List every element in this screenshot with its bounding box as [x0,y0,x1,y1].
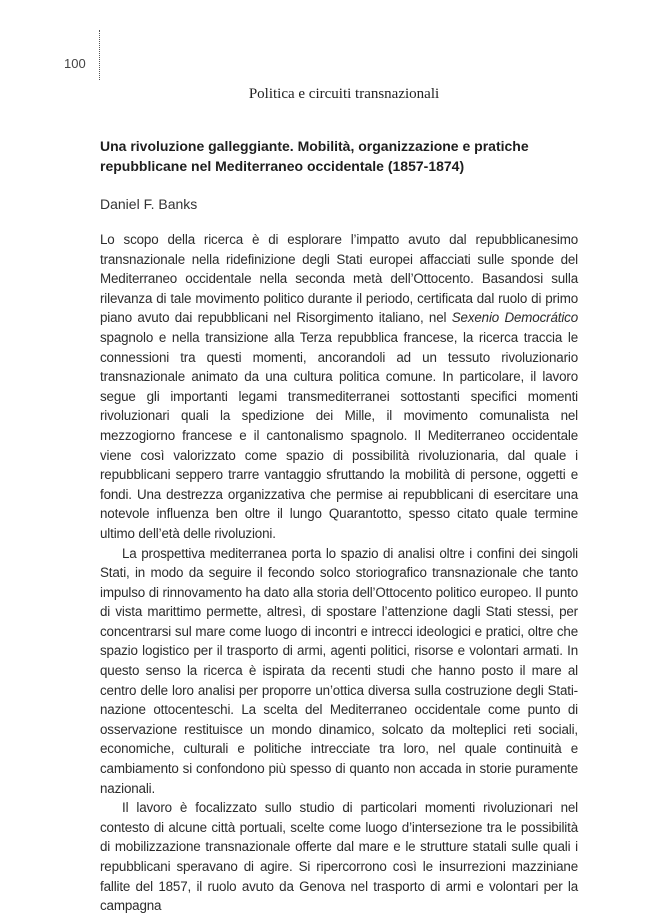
page-number-divider [99,30,100,80]
article [100,136,578,916]
article-body [100,230,578,916]
article-author: Daniel F. Banks [100,196,198,212]
paragraph-3: Il lavoro è focalizzato sullo studio di particolari momenti rivoluzionari nel contesto di alcune città portuali, scelte come luogo d’intersezione tra le possibilità di mobilizzazione transnazionale offerte dal mare e le strutture statali sulle quali i repubblicani speravano di agire. Si ripercorrono così le insurrezioni mazziniane fallite del 1857, il ruolo avuto da Genova nel trasporto di armi e volontari per la campagna [100,800,578,914]
article-title: Una rivoluzione galleggiante. Mobilità, organizzazione e pratiche repubblicane nel Mediterraneo occidentale (1857-1874) [100,138,529,174]
paragraph-2: La prospettiva mediterranea porta lo spazio di analisi oltre i confini dei singoli Stati, in modo da seguire il fecondo solco storiografico transnazionale che tanto impulso di rinnovamento ha dato alla storia dell’Ottocento politico europeo. Il punto di vista marittimo permette, altresì, di spostare l’attenzione dagli Stati stessi, per concentrarsi sul mare come luogo di incontri e intrecci ideologici e pratici, oltre che spazio logistico per il trasporto di armi, agenti politici, risorse e volontari armati. In questo senso la ricerca è ispirata da recenti studi che hanno posto il mare al centro delle loro analisi per proporre un’ottica diversa sulla costruzione degli Stati-nazione ottocenteschi. La scelta del Mediterraneo occidentale come punto di osservazione restituisce un mondo dinamico, solcato da molteplici reti sociali, economiche, culturali e politiche intrecciate tra loro, nel quale continuità e cambiamento si confondono più spesso di quanto non accada in storie puramente nazionali. [100,545,578,796]
page-number: 100 [64,56,86,71]
running-head: Politica e circuiti transnazionali [248,86,440,102]
paragraph-1-text-a: Lo scopo della ricerca è di esplorare l’impatto avuto dal repubblicanesimo transnazionale nella ridefinizione degli Stati europei affacciati sulle sponde del Mediterraneo occidentale nella seconda metà dell’Ottocento. Basandosi sulla rilevanza di tale movimento politico durante il periodo, certificata dal ruolo di primo piano avuto dai repubblicani nel Risorgimento italiano, nel [100,232,578,326]
paragraph-1 [100,230,578,544]
paragraph-1-text-b: spagnolo e nella transizione alla Terza repubblica francese, la ricerca traccia le connessioni tra questi momenti, ancorandoli ad un tessuto rivoluzionario transnazionale animato da una cultura politica comune. In particolare, il lavoro segue gli importanti legami transmediterranei sottostanti specifici momenti rivoluzionari quali la spedizione dei Mille, il movimento comunalista nel mezzogiorno francese e il cantonalismo spagnolo. Il Mediterraneo occidentale viene così valorizzato come spazio di possibilità rivoluzionaria, dal quale i repubblicani seppero trarre vantaggio sfruttando la mobilità di persone, oggetti e fondi. Una destrezza organizzativa che permise ai repubblicani di esercitare una notevole influenza ben oltre il lungo Quarantotto, spesso citato quale termine ultimo dell’età delle rivoluzioni. [100,329,578,541]
paragraph-1-italic: Sexenio Democrático [451,310,578,326]
